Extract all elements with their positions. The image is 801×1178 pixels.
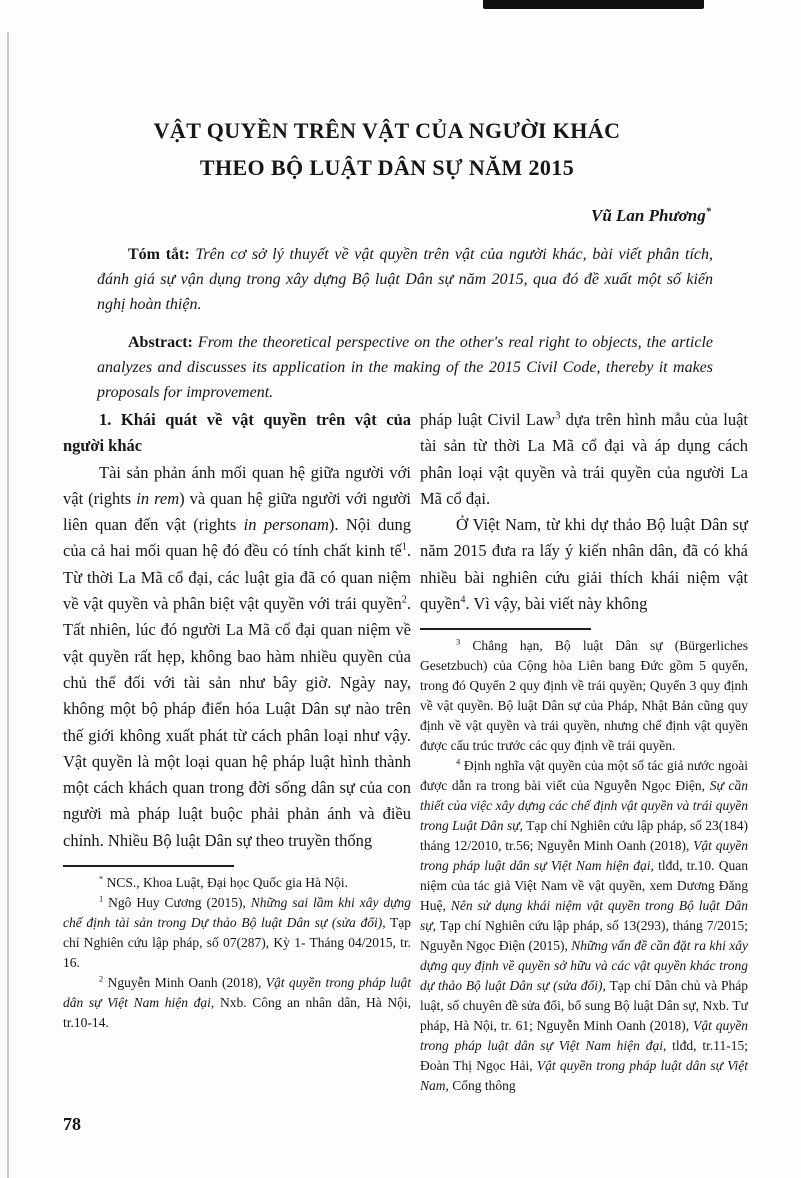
abstract-en-label: Abstract:	[128, 334, 193, 351]
body-paragraph: Ở Việt Nam, từ khi dự thảo Bộ luật Dân sự năm 2015 đưa ra lấy ý kiến nhân dân, đã có khá nhiều bài nghiên cứu giải thích khái niệm vật quyền$^4$. Vì vậy, bài viết này không	[420, 515, 748, 614]
article-title-line2: THEO BỘ LUẬT DÂN SỰ NĂM 2015	[199, 155, 575, 180]
article-title-line1: VẬT QUYỀN TRÊN VẬT CỦA NGƯỜI KHÁC	[153, 118, 621, 143]
body-paragraph: Tài sản phản ánh mối quan hệ giữa người với vật (rights in rem) và quan hệ giữa người với người liên quan đến vật (rights in personam). Nội dung của cả hai mối quan hệ đó đều có tính chất kinh tế$^1$. Từ thời La Mã cổ đại, các luật gia đã có quan niệm về vật quyền và phân biệt vật quyền với trái quyền$^2$. Tất nhiên, lúc đó người La Mã cổ đại quan niệm về vật quyền rất hẹp, không bao hàm nhiều quyền của chủ thể đối với tài sản như bây giờ. Ngày nay, không một bộ pháp điển hóa Luật Dân sự nào trên thế giới không xuất phát từ cách phân loại như vậy. Vật quyền là một loại quan hệ pháp luật hình thành một cách khách quan trong đời sống dân sự của con người mà pháp luật buộc phải phản ánh và điều chỉnh. Nhiều Bộ luật Dân sự theo truyền thống	[63, 462, 411, 850]
footnote-separator-left	[63, 865, 234, 867]
footnote-author-note: * NCS., Khoa Luật, Đại học Quốc gia Hà Nội.	[99, 874, 349, 891]
abstract-english	[97, 330, 713, 405]
abstract-vi-label: Tóm tắt:	[128, 246, 190, 263]
scan-artifact-bar	[483, 0, 704, 9]
page-number: 78	[63, 1114, 81, 1134]
footnote-2: $^2$ Nguyễn Minh Oanh (2018), Vật quyền trong pháp luật dân sự Việt Nam hiện đại, Nxb. Công an nhân dân, Hà Nội, tr.10-14.	[63, 974, 411, 1031]
author-footnote-mark: *	[705, 206, 711, 218]
article-title	[63, 112, 711, 186]
scan-edge-line	[7, 32, 9, 1178]
footnote-1: $^1$ Ngô Huy Cương (2015), Những sai lầm khi xây dựng chế định tài sản trong Dự thảo Bộ luật Dân sự (sửa đổi), Tạp chí Nghiên cứu lập pháp, số 07(287), Kỳ 1- Tháng 04/2015, tr. 16.	[63, 894, 412, 971]
footnote-separator-right	[420, 628, 591, 630]
body-column-left	[63, 407, 411, 1033]
abstract-vietnamese	[97, 242, 713, 317]
footnote-4: $^4$ Định nghĩa vật quyền của một số tác giả nước ngoài được dẫn ra trong bài viết của Nguyễn Ngọc Điện, Sự cần thiết của việc xây dựng các chế định vật quyền và trái quyền trong Luật Dân sự, Tạp chí Nghiên cứu lập pháp, số 23(184) tháng 12/2010, tr.56; Nguyễn Minh Oanh (2018), Vật quyền trong pháp luật dân sự Việt Nam hiện đại, tlđd, tr.10. Quan niệm của tác giả Việt Nam về vật quyền, xem Dương Đăng Huệ, Nên sử dụng khái niệm vật quyền trong Bộ luật Dân sự, Tạp chí Nghiên cứu lập pháp, số 13(293), tháng 7/2015; Nguyễn Ngọc Điện (2015), Những vấn đề cần đặt ra khi xây dựng quy định về quyền sở hữu và các vật quyền khác trong dự thảo Bộ luật Dân sự (sửa đổi), Tạp chí Dân chủ và Pháp luật, số chuyên đề sửa đổi, bổ sung Bộ luật Dân sự, Nxb. Tư pháp, Hà Nội, tr. 61; Nguyễn Minh Oanh (2018), Vật quyền trong pháp luật dân sự Việt Nam hiện đại, tlđd, tr.11-15; Đoàn Thị Ngọc Hải, Vật quyền trong pháp luật dân sự Việt Nam, Cổng thông	[420, 757, 749, 1094]
abstract-en-text: From the theoretical perspective on the other's real right to objects, the article analyzes and discusses its application in the making of the 2015 Civil Code, thereby it makes proposals for improvement.	[97, 334, 713, 401]
author-name: Vũ Lan Phương*	[591, 206, 711, 225]
body-paragraph: pháp luật Civil Law$^3$ dựa trên hình mẫu của luật tài sản từ thời La Mã cổ đại và áp dụng cách phân loại vật quyền và trái quyền của người La Mã cổ đại.	[420, 410, 748, 508]
abstract-vi-text: Trên cơ sở lý thuyết về vật quyền trên vật của người khác, bài viết phân tích, đánh giá sự vận dụng trong xây dựng Bộ luật Dân sự năm 2015, qua đó đề xuất một số kiến nghị hoàn thiện.	[97, 246, 713, 313]
section-heading: 1. Khái quát về vật quyền trên vật của người khác	[63, 410, 411, 456]
footnote-3: $^3$ Chẳng hạn, Bộ luật Dân sự (Bürgerliches Gesetzbuch) của Cộng hòa Liên bang Đức gồm 5 quyển, trong đó Quyển 2 quy định về trái quyền; Quyển 3 quy định về vật quyền. Bộ luật Dân sự của Pháp, Nhật Bản cũng quy định về vật quyền và trái quyền, nhưng chế định vật quyền được cấu trúc trước các quy định về trái quyền.	[420, 637, 748, 754]
body-column-right	[420, 407, 748, 1096]
